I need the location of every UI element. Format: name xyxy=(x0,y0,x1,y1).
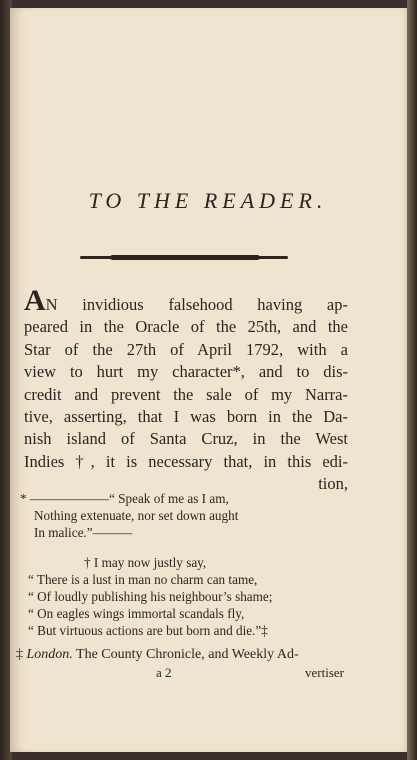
paragraph-line: tion, xyxy=(318,474,348,494)
footnote-line: Nothing extenuate, nor set down aught xyxy=(34,508,239,523)
footnote-ddagger xyxy=(16,646,344,680)
catchword: vertiser xyxy=(305,665,344,680)
footnote-star xyxy=(20,490,290,541)
main-paragraph xyxy=(24,284,348,496)
footnote-line: ‡ London. The County Chronicle, and Weekly Ad- xyxy=(16,647,299,662)
page-edge xyxy=(407,0,417,760)
footnote-line: “ Of loudly publishing his neighbour’s shame; xyxy=(28,589,273,604)
signature-mark: a 2 xyxy=(156,665,172,680)
drop-cap: A xyxy=(24,284,46,317)
paragraph-line: view to hurt my character*, and to dis- xyxy=(24,362,348,382)
footnote-line: † I may now justly say, xyxy=(84,555,207,570)
paragraph-line: tive, asserting, that I was born in the Da- xyxy=(24,407,348,427)
footnote-line: “ There is a lust in man no charm can tame, xyxy=(28,572,258,587)
paragraph-line: credit and prevent the sale of my Narra- xyxy=(24,384,348,404)
footnote-line: “ On eagles wings immortal scandals fly, xyxy=(28,606,245,621)
footnote-line: In malice.”——— xyxy=(34,525,133,540)
ornamental-rule xyxy=(80,256,288,259)
book-page xyxy=(10,8,407,752)
paragraph-line: Star of the 27th of April 1792, with a xyxy=(24,339,348,359)
paragraph-line: Indies †, it is necessary that, in this edi- xyxy=(24,451,348,471)
footnote-line: * ——————“ Speak of me as I am, xyxy=(20,491,229,506)
paragraph-line: peared in the Oracle of the 25th, and the xyxy=(24,317,348,337)
paragraph-line: nish island of Santa Cruz, in the West xyxy=(24,429,348,449)
footnote-line: “ But virtuous actions are but born and die.”‡ xyxy=(28,623,268,638)
place-name: London. xyxy=(26,647,73,662)
page-heading: TO THE READER. xyxy=(88,188,328,213)
paragraph-line: AN invidious falsehood having ap- xyxy=(24,284,348,317)
footnote-dagger xyxy=(28,554,348,639)
